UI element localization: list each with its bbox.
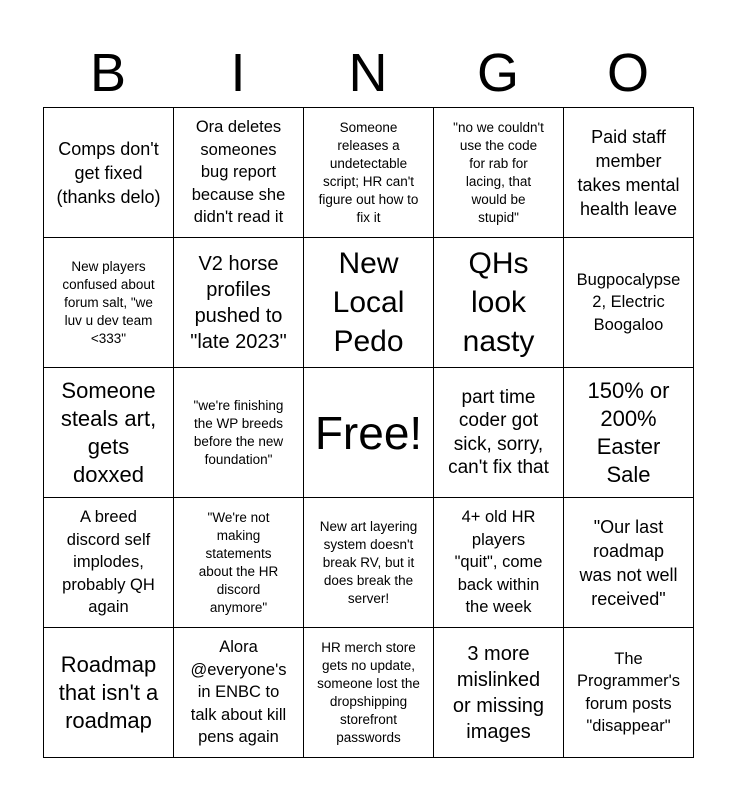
cell-text: Paid staff member takes mental health leave <box>577 126 680 219</box>
cell-text: V2 horse profiles pushed to "late 2023" <box>190 252 287 353</box>
cell-text: "We're not making statements about the HR discord anymore" <box>198 509 279 615</box>
cell-text: 4+ old HR players "quit", come back within the week <box>454 508 543 617</box>
cell-text: New art layering system doesn't break RV, but it does break the server! <box>319 518 418 606</box>
cell-text: Comps don't get fixed (thanks delo) <box>56 138 161 207</box>
cell-text: The Programmer's forum posts "disappear" <box>576 649 681 735</box>
header-letter-b: B <box>89 43 127 103</box>
bingo-cell[interactable] <box>44 368 174 498</box>
bingo-header <box>43 38 693 108</box>
cell-text: Someone releases a undetectable script; HR can't figure out how to fix it <box>318 119 419 225</box>
bingo-board <box>43 107 694 758</box>
bingo-cell[interactable] <box>564 498 694 628</box>
cell-text: Roadmap that isn't a roadmap <box>58 651 159 733</box>
free-space-text: Free! <box>314 406 423 459</box>
cell-text: Ora deletes someones bug report because she didn't read it <box>191 118 286 227</box>
bingo-cell[interactable] <box>564 628 694 758</box>
cell-text: QHs look nasty <box>462 247 535 358</box>
bingo-cell[interactable] <box>434 368 564 498</box>
header-letter-o: O <box>606 43 649 103</box>
bingo-cell[interactable] <box>564 238 694 368</box>
bingo-cell[interactable] <box>304 238 434 368</box>
cell-text: Alora @everyone's in ENBC to talk about kill pens again <box>190 638 287 747</box>
bingo-cell[interactable] <box>44 108 174 238</box>
bingo-cell[interactable] <box>174 628 304 758</box>
bingo-cell[interactable] <box>174 498 304 628</box>
bingo-cell[interactable] <box>174 108 304 238</box>
cell-text: "Our last roadmap was not well received" <box>579 516 678 609</box>
cell-text: part time coder got sick, sorry, can't fix that <box>448 386 549 478</box>
cell-text: New Local Pedo <box>332 247 405 358</box>
bingo-cell[interactable] <box>44 628 174 758</box>
cell-text: A breed discord self implodes, probably QH again <box>62 508 155 617</box>
cell-text: 150% or 200% Easter Sale <box>587 377 670 487</box>
cell-text: HR merch store gets no update, someone lost the dropshipping storefront passwords <box>317 639 420 745</box>
bingo-cell[interactable] <box>434 238 564 368</box>
bingo-cell[interactable] <box>44 238 174 368</box>
cell-text: New players confused about forum salt, "we luv u dev team <333" <box>62 258 155 346</box>
bingo-cell[interactable] <box>434 108 564 238</box>
bingo-cell[interactable] <box>44 498 174 628</box>
cell-text: 3 more mislinked or missing images <box>452 642 545 743</box>
bingo-cell[interactable] <box>304 628 434 758</box>
bingo-cell[interactable] <box>434 498 564 628</box>
bingo-cell[interactable] <box>174 238 304 368</box>
bingo-cell[interactable] <box>304 108 434 238</box>
cell-text: "we're finishing the WP breeds before the new foundation" <box>193 397 284 467</box>
bingo-cell[interactable] <box>174 368 304 498</box>
cell-text: Bugpocalypse 2, Electric Boogaloo <box>576 270 681 334</box>
bingo-cell[interactable] <box>304 498 434 628</box>
bingo-cell[interactable] <box>434 628 564 758</box>
free-space-cell[interactable] <box>304 368 434 498</box>
header-letter-i: I <box>230 43 246 103</box>
header-letter-g: G <box>476 43 519 103</box>
cell-text: "no we couldn't use the code for rab for lacing, that would be stupid" <box>453 119 544 225</box>
header-letter-n: N <box>348 43 388 103</box>
cell-text: Someone steals art, gets doxxed <box>60 377 157 487</box>
bingo-cell[interactable] <box>564 108 694 238</box>
bingo-cell[interactable] <box>564 368 694 498</box>
